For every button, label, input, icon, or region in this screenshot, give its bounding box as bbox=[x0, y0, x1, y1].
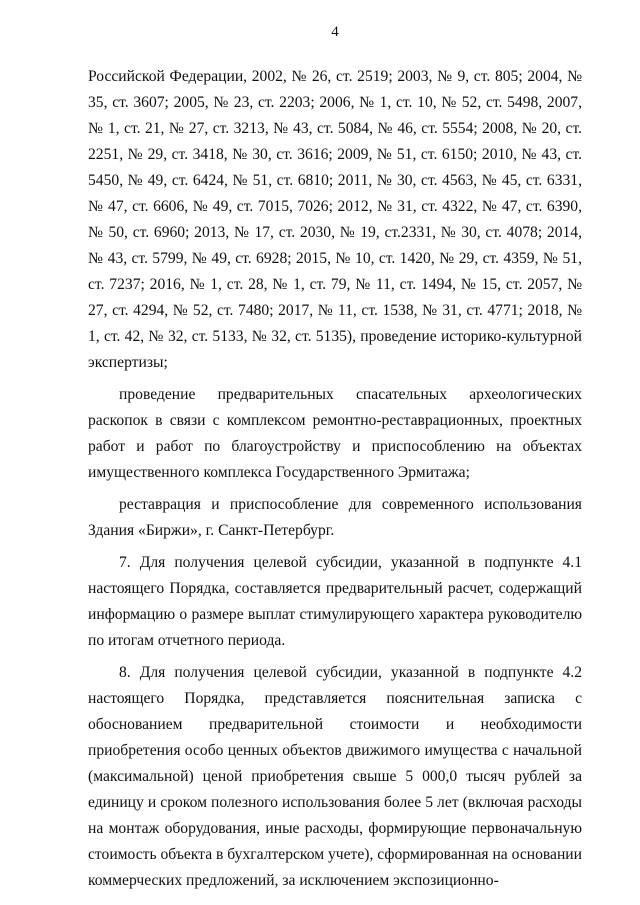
paragraph-legal-citations: Российской Федерации, 2002, № 26, ст. 2519; 2003, № 9, ст. 805; 2004, № 35, ст. 3607; 2005, № 23, ст. 2203; 2006, № 1, ст. 10, № 52, ст. 5498, 2007, № 1, ст. 21, № 27, ст. 3213, № 43, ст. 5084, № 46, ст. 5554; 2008, № 20, ст. 2251, № 29, ст. 3418, № 30, ст. 3616; 2009, № 51, ст. 6150; 2010, № 43, ст. 5450, № 49, ст. 6424, № 51, ст. 6810; 2011, № 30, ст. 4563, № 45, ст. 6331, № 47, ст. 6606, № 49, ст. 7015, 7026; 2012, № 31, ст. 4322, № 47, ст. 6390, № 50, ст. 6960; 2013, № 17, ст. 2030, № 19, ст.2331, № 30, ст. 4078; 2014, № 43, ст. 5799, № 49, ст. 6928; 2015, № 10, ст. 1420, № 29, ст. 4359, № 51, ст. 7237; 2016, № 1, ст. 28, № 1, ст. 79, № 11, ст. 1494, № 15, ст. 2057, № 27, ст. 4294, № 52, ст. 7480; 2017, № 11, ст. 1538, № 31, ст. 4771; 2018, № 1, ст. 42, № 32, ст. 5133, № 32, ст. 5135), проведение историко-культурной экспертизы; bbox=[88, 68, 582, 371]
document-body bbox=[88, 64, 582, 894]
paragraph-archaeological-excavations: проведение предварительных спасательных археологических раскопок в связи с комплексом ремонтно-реставрационных, проектных работ и работ по благоустройству и приспособлению на объектах имущественного комплекса Государственного Эрмитажа; bbox=[88, 386, 582, 481]
paragraph-exchange-building: реставрация и приспособление для современного использования Здания «Биржи», г. Санкт-Петербург. bbox=[88, 496, 582, 539]
page-number: 4 bbox=[331, 24, 339, 40]
paragraph-item-7: 7. Для получения целевой субсидии, указанной в подпункте 4.1 настоящего Порядка, составляется предварительный расчет, содержащий информацию о размере выплат стимулирующего характера руководителю по итогам отчетного периода. bbox=[88, 554, 582, 649]
paragraph-item-8: 8. Для получения целевой субсидии, указанной в подпункте 4.2 настоящего Порядка, представляется пояснительная записка с обоснованием предварительной стоимости и необходимости приобретения особо ценных объектов движимого имущества с начальной (максимальной) ценой приобретения свыше 5 000,0 тысяч рублей за единицу и сроком полезного использования более 5 лет (включая расходы на монтаж оборудования, иные расходы, формирующие первоначальную стоимость объекта в бухгалтерском учете), сформированная на основании коммерческих предложений, за исключением экспозиционно- bbox=[88, 664, 582, 889]
